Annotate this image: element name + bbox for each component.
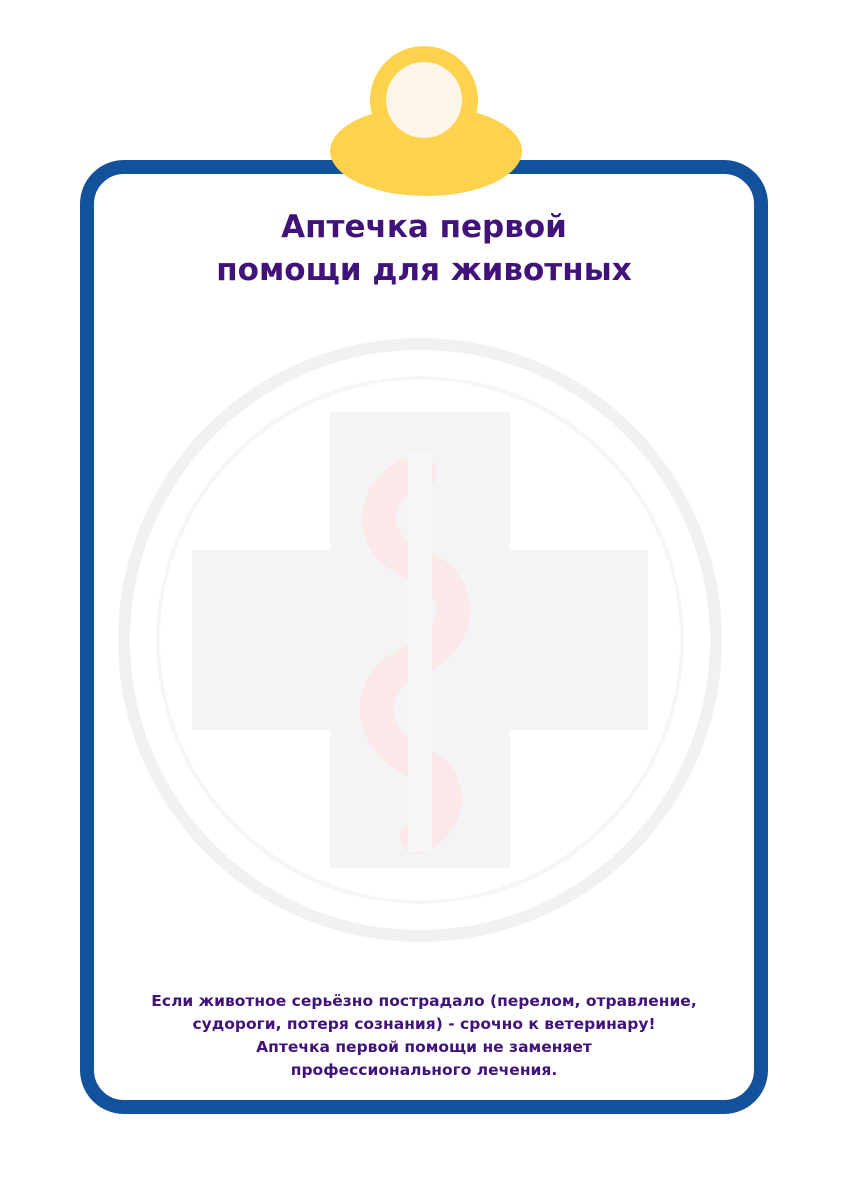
footer-line-3: Аптечка первой помощи не заменяет xyxy=(256,1038,592,1056)
footer-warning xyxy=(80,990,768,1082)
clip-hole-icon xyxy=(386,62,462,138)
clipboard-board xyxy=(80,160,768,1114)
footer-line-2: судороги, потеря сознания) - срочно к ветеринару! xyxy=(192,1015,656,1033)
title-line-2: помощи для животных xyxy=(216,252,632,288)
title-line-1: Аптечка первой xyxy=(281,209,567,245)
footer-line-4: профессионального лечения. xyxy=(290,1061,558,1079)
footer-line-1: Если животное серьёзно пострадало (перелом, отравление, xyxy=(151,992,697,1010)
page-title xyxy=(80,206,768,292)
